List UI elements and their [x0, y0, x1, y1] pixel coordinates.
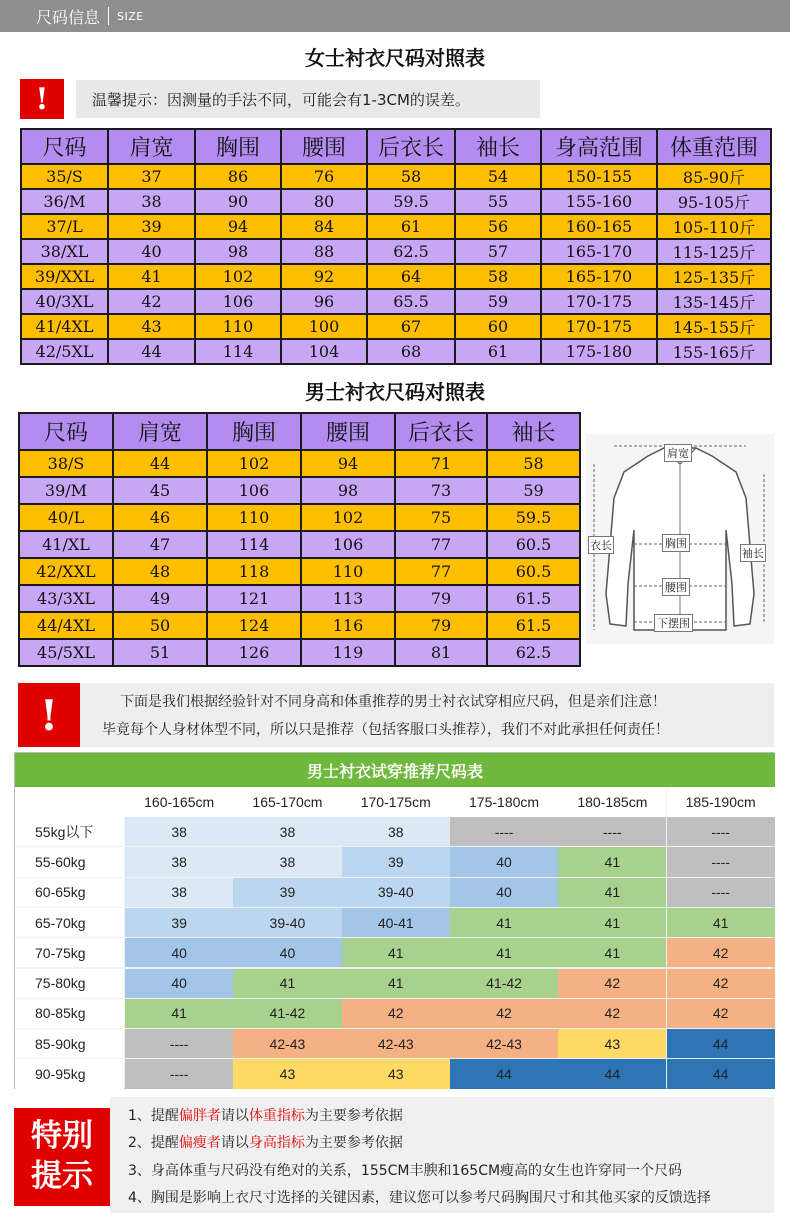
note-text: 为主要参考依据 [304, 1135, 403, 1151]
men-column-header: 后衣长 [395, 413, 487, 450]
men-table-cell: 121 [207, 585, 301, 612]
women-table-cell: 36/M [21, 189, 108, 214]
recommend-table-title: 男士衬衣试穿推荐尺码表 [15, 753, 775, 787]
women-size-table [20, 128, 772, 365]
warning-icon-2: ! [18, 683, 80, 747]
rec-size-cell: ---- [450, 817, 558, 846]
rec-size-cell: 43 [233, 1059, 341, 1088]
women-table-cell: 175-180 [541, 339, 657, 364]
rec-size-cell: 41 [558, 908, 666, 937]
women-table-row [21, 164, 771, 189]
men-table-cell: 47 [113, 531, 207, 558]
men-table-cell: 116 [301, 612, 395, 639]
note-text: 请以 [220, 1108, 249, 1124]
men-table-cell: 43/3XL [19, 585, 113, 612]
rec-weight-label: 80-85kg [15, 999, 124, 1028]
men-table-cell: 39/M [19, 477, 113, 504]
note-text: 请以 [220, 1135, 249, 1151]
rec-weight-label: 90-95kg [15, 1059, 124, 1088]
men-table-cell: 94 [301, 450, 395, 477]
rec-size-cell: 41-42 [233, 999, 341, 1028]
men-table-cell: 79 [395, 585, 487, 612]
rec-height-header: 180-185cm [558, 787, 666, 817]
men-table-row [19, 504, 580, 531]
label-chest: 胸围 [662, 534, 690, 552]
rec-size-cell: 40 [233, 938, 341, 967]
women-table-cell: 110 [195, 314, 281, 339]
men-table-cell: 102 [207, 450, 301, 477]
header-divider [108, 7, 109, 25]
note-highlight: 偏瘦者 [178, 1135, 221, 1151]
men-table-row [19, 450, 580, 477]
women-table-cell: 39/XXL [21, 264, 108, 289]
rec-height-header: 160-165cm [125, 787, 233, 817]
women-table-cell: 43 [108, 314, 195, 339]
men-table-cell: 124 [207, 612, 301, 639]
men-table-cell: 75 [395, 504, 487, 531]
special-label-line-2: 提示 [31, 1158, 93, 1194]
note-1 [128, 1105, 403, 1125]
men-table-cell: 77 [395, 531, 487, 558]
rec-size-cell: 41-42 [450, 969, 558, 998]
men-table-cell: 61.5 [487, 585, 580, 612]
men-table-cell: 46 [113, 504, 207, 531]
men-table-cell: 81 [395, 639, 487, 666]
rec-size-cell: 39-40 [342, 878, 450, 907]
men-table-row [19, 531, 580, 558]
men-table-cell: 45/5XL [19, 639, 113, 666]
women-column-header: 胸围 [195, 129, 281, 164]
men-table-cell: 71 [395, 450, 487, 477]
men-table-cell: 48 [113, 558, 207, 585]
men-table-cell: 77 [395, 558, 487, 585]
women-table-cell: 98 [195, 239, 281, 264]
rec-size-cell: 38 [233, 817, 341, 846]
note-text: 2、提醒 [128, 1135, 179, 1151]
women-table-cell: 94 [195, 214, 281, 239]
men-table-cell: 106 [301, 531, 395, 558]
women-table-cell: 145-155斤 [657, 314, 771, 339]
header-subtitle: SIZE [117, 9, 144, 23]
rec-size-cell: 41 [125, 999, 233, 1028]
rec-size-cell: 44 [667, 1059, 775, 1088]
special-label-line-1: 特别 [31, 1118, 93, 1154]
rec-size-cell: 41 [667, 908, 775, 937]
rec-size-cell: 41 [558, 878, 666, 907]
women-table-row [21, 214, 771, 239]
rec-size-cell: 41 [342, 969, 450, 998]
special-notice-label [14, 1108, 110, 1206]
rec-size-cell: 41 [450, 938, 558, 967]
women-table-cell: 37 [108, 164, 195, 189]
women-table-cell: 38/XL [21, 239, 108, 264]
label-length: 衣长 [588, 536, 614, 554]
warning-icon: ! [20, 79, 64, 119]
women-table-cell: 95-105斤 [657, 189, 771, 214]
women-table-cell: 96 [281, 289, 367, 314]
women-table-cell: 54 [455, 164, 541, 189]
men-table-cell: 59.5 [487, 504, 580, 531]
note-text: 1、提醒 [128, 1108, 179, 1124]
men-table-row [19, 477, 580, 504]
women-header-row [21, 129, 771, 164]
women-table-row [21, 314, 771, 339]
women-table-cell: 56 [455, 214, 541, 239]
label-hem: 下摆围 [654, 614, 693, 632]
rec-size-cell: 41 [558, 847, 666, 876]
men-table-cell: 62.5 [487, 639, 580, 666]
women-table-cell: 135-145斤 [657, 289, 771, 314]
women-table-cell: 160-165 [541, 214, 657, 239]
special-notes [110, 1097, 774, 1213]
women-table-cell: 41 [108, 264, 195, 289]
women-table-cell: 64 [367, 264, 455, 289]
women-table-cell: 90 [195, 189, 281, 214]
note-highlight: 体重指标 [248, 1108, 305, 1124]
rec-size-cell: ---- [667, 847, 775, 876]
women-table-cell: 59 [455, 289, 541, 314]
women-column-header: 尺码 [21, 129, 108, 164]
rec-size-cell: 38 [342, 817, 450, 846]
women-table-cell: 114 [195, 339, 281, 364]
women-table-title: 女士衬衣尺码对照表 [305, 46, 485, 70]
shirt-measurement-diagram [586, 434, 774, 644]
rec-size-cell: 38 [125, 817, 233, 846]
rec-height-header: 175-180cm [450, 787, 558, 817]
header-bar [0, 0, 790, 32]
men-table-cell: 60.5 [487, 558, 580, 585]
women-table-cell: 150-155 [541, 164, 657, 189]
women-table-cell: 38 [108, 189, 195, 214]
men-column-header: 肩宽 [113, 413, 207, 450]
rec-size-cell: 44 [667, 1029, 775, 1058]
women-table-cell: 55 [455, 189, 541, 214]
rec-size-cell: 42 [667, 969, 775, 998]
women-table-cell: 155-160 [541, 189, 657, 214]
women-table-cell: 68 [367, 339, 455, 364]
rec-size-cell: 38 [233, 847, 341, 876]
rec-size-cell: 39-40 [233, 908, 341, 937]
women-table-cell: 165-170 [541, 264, 657, 289]
note-3: 3、身高体重与尺码没有绝对的关系，155CM丰腴和165CM瘦高的女生也许穿同一个尺码 [128, 1163, 683, 1179]
women-table-cell: 35/S [21, 164, 108, 189]
rec-height-header: 170-175cm [342, 787, 450, 817]
men-table-cell: 73 [395, 477, 487, 504]
women-table-cell: 76 [281, 164, 367, 189]
measurement-notice: 温馨提示：因测量的手法不同，可能会有1-3CM的误差。 [76, 80, 540, 118]
women-table-cell: 92 [281, 264, 367, 289]
women-table-cell: 80 [281, 189, 367, 214]
women-table-cell: 44 [108, 339, 195, 364]
women-table-cell: 106 [195, 289, 281, 314]
rec-size-cell: 40-41 [342, 908, 450, 937]
rec-size-cell: 42 [558, 999, 666, 1028]
women-table-cell: 60 [455, 314, 541, 339]
rec-size-cell: 40 [450, 878, 558, 907]
rec-size-cell: 39 [342, 847, 450, 876]
header-title: 尺码信息 [36, 7, 101, 27]
women-column-header: 袖长 [455, 129, 541, 164]
women-column-header: 后衣长 [367, 129, 455, 164]
rec-size-cell: 42 [342, 999, 450, 1028]
label-shoulder: 肩宽 [664, 444, 692, 462]
rec-size-cell: 42-43 [233, 1029, 341, 1058]
rec-size-cell: 40 [125, 938, 233, 967]
rec-size-cell: 41 [450, 908, 558, 937]
men-table-cell: 118 [207, 558, 301, 585]
rec-weight-label: 85-90kg [15, 1029, 124, 1058]
women-table-cell: 42/5XL [21, 339, 108, 364]
women-column-header: 肩宽 [108, 129, 195, 164]
rec-size-cell: ---- [558, 817, 666, 846]
recommend-disclaimer [80, 683, 774, 747]
men-table-cell: 119 [301, 639, 395, 666]
women-table-cell: 58 [367, 164, 455, 189]
women-table-cell: 61 [367, 214, 455, 239]
men-table-cell: 58 [487, 450, 580, 477]
men-table-cell: 106 [207, 477, 301, 504]
rec-size-cell: 40 [125, 969, 233, 998]
women-table-cell: 67 [367, 314, 455, 339]
men-column-header: 袖长 [487, 413, 580, 450]
men-column-header: 胸围 [207, 413, 301, 450]
rec-height-header: 185-190cm [667, 787, 775, 817]
men-table-cell: 59 [487, 477, 580, 504]
men-table-cell: 98 [301, 477, 395, 504]
rec-size-cell: 41 [342, 938, 450, 967]
women-table-cell: 57 [455, 239, 541, 264]
men-table-cell: 60.5 [487, 531, 580, 558]
women-table-cell: 165-170 [541, 239, 657, 264]
men-table-cell: 42/XXL [19, 558, 113, 585]
note-text: 为主要参考依据 [304, 1108, 403, 1124]
men-table-cell: 113 [301, 585, 395, 612]
disclaimer-line-1: 下面是我们根据经验针对不同身高和体重推荐的男士衬衣试穿相应尺码，但是亲们注意！ [120, 694, 666, 710]
men-table-cell: 102 [301, 504, 395, 531]
women-table-row [21, 264, 771, 289]
women-table-cell: 40 [108, 239, 195, 264]
women-table-cell: 40/3XL [21, 289, 108, 314]
rec-size-cell: ---- [125, 1059, 233, 1088]
men-table-cell: 114 [207, 531, 301, 558]
men-table-cell: 41/XL [19, 531, 113, 558]
women-table-cell: 37/L [21, 214, 108, 239]
men-table-row [19, 639, 580, 666]
women-table-cell: 170-175 [541, 314, 657, 339]
women-table-cell: 88 [281, 239, 367, 264]
women-table-cell: 104 [281, 339, 367, 364]
women-table-cell: 155-165斤 [657, 339, 771, 364]
disclaimer-line-2: 毕竟每个人身材体型不同，所以只是推荐（包括客服口头推荐），我们不对此承担任何责任！ [102, 722, 669, 738]
men-table-cell: 38/S [19, 450, 113, 477]
note-4: 4、胸围是影响上衣尺寸选择的关键因素，建议您可以参考尺码胸围尺寸和其他买家的反馈选择 [128, 1190, 711, 1206]
rec-size-cell: 40 [450, 847, 558, 876]
rec-size-cell: 41 [233, 969, 341, 998]
men-table-cell: 126 [207, 639, 301, 666]
rec-weight-label: 55-60kg [15, 847, 124, 876]
women-table-cell: 125-135斤 [657, 264, 771, 289]
rec-size-cell: 38 [125, 847, 233, 876]
rec-size-cell: ---- [667, 817, 775, 846]
label-waist: 腰围 [662, 578, 690, 596]
women-table-cell: 58 [455, 264, 541, 289]
men-table-title: 男士衬衣尺码对照表 [305, 380, 485, 404]
women-column-header: 体重范围 [657, 129, 771, 164]
women-table-cell: 61 [455, 339, 541, 364]
men-table-cell: 50 [113, 612, 207, 639]
women-table-cell: 39 [108, 214, 195, 239]
women-column-header: 身高范围 [541, 129, 657, 164]
rec-size-cell: 44 [450, 1059, 558, 1088]
rec-weight-label: 65-70kg [15, 908, 124, 937]
rec-weight-label: 75-80kg [15, 969, 124, 998]
rec-weight-label: 60-65kg [15, 878, 124, 907]
rec-size-cell: 39 [125, 908, 233, 937]
women-table-cell: 59.5 [367, 189, 455, 214]
women-table-cell: 102 [195, 264, 281, 289]
women-table-cell: 100 [281, 314, 367, 339]
rec-size-cell: 38 [125, 878, 233, 907]
men-table-cell: 110 [301, 558, 395, 585]
recommend-size-table [14, 752, 774, 1089]
note-2 [128, 1132, 403, 1152]
note-highlight: 身高指标 [248, 1135, 305, 1151]
men-table-row [19, 612, 580, 639]
women-column-header: 腰围 [281, 129, 367, 164]
rec-size-cell: 39 [233, 878, 341, 907]
rec-weight-label: 55kg以下 [15, 817, 124, 846]
women-table-cell: 84 [281, 214, 367, 239]
men-table-cell: 40/L [19, 504, 113, 531]
men-table-cell: 110 [207, 504, 301, 531]
women-table-cell: 105-110斤 [657, 214, 771, 239]
women-table-cell: 65.5 [367, 289, 455, 314]
men-table-cell: 51 [113, 639, 207, 666]
men-table-cell: 45 [113, 477, 207, 504]
women-table-cell: 85-90斤 [657, 164, 771, 189]
women-table-cell: 42 [108, 289, 195, 314]
men-header-row [19, 413, 580, 450]
men-table-cell: 79 [395, 612, 487, 639]
men-table-cell: 49 [113, 585, 207, 612]
rec-size-cell: ---- [667, 878, 775, 907]
men-column-header: 腰围 [301, 413, 395, 450]
women-table-cell: 86 [195, 164, 281, 189]
rec-size-cell: 43 [558, 1029, 666, 1058]
women-table-row [21, 289, 771, 314]
men-size-table [18, 412, 581, 667]
men-table-cell: 44/4XL [19, 612, 113, 639]
women-table-cell: 41/4XL [21, 314, 108, 339]
women-table-row [21, 239, 771, 264]
women-table-cell: 62.5 [367, 239, 455, 264]
men-table-row [19, 558, 580, 585]
rec-size-cell: 42 [450, 999, 558, 1028]
rec-size-cell: 44 [558, 1059, 666, 1088]
rec-size-cell: ---- [125, 1029, 233, 1058]
men-column-header: 尺码 [19, 413, 113, 450]
women-table-row [21, 339, 771, 364]
rec-height-header: 165-170cm [233, 787, 341, 817]
rec-size-cell: 42 [667, 999, 775, 1028]
women-table-cell: 170-175 [541, 289, 657, 314]
men-table-cell: 44 [113, 450, 207, 477]
rec-size-cell: 41 [558, 938, 666, 967]
men-table-row [19, 585, 580, 612]
rec-weight-label: 70-75kg [15, 938, 124, 967]
rec-size-cell: 42-43 [450, 1029, 558, 1058]
men-table-cell: 61.5 [487, 612, 580, 639]
rec-size-cell: 43 [342, 1059, 450, 1088]
rec-size-cell: 42 [558, 969, 666, 998]
rec-size-cell: 42 [667, 938, 775, 967]
rec-size-cell: 42-43 [342, 1029, 450, 1058]
women-table-row [21, 189, 771, 214]
rec-corner [15, 787, 125, 817]
label-sleeve: 袖长 [740, 544, 766, 562]
women-table-cell: 115-125斤 [657, 239, 771, 264]
note-highlight: 偏胖者 [178, 1108, 221, 1124]
